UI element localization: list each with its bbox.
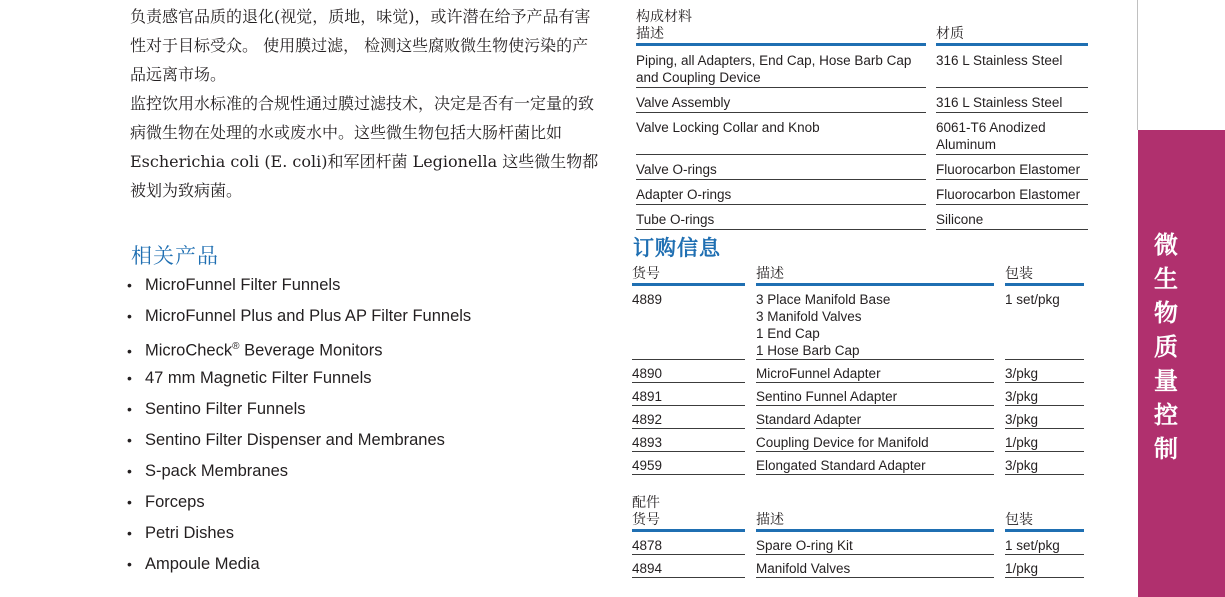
spacer-cell [745, 406, 756, 429]
part-number-cell: 4889 [632, 286, 745, 360]
materials-header-row [636, 26, 1088, 46]
materials-row [636, 205, 1088, 230]
spacer-cell [926, 113, 936, 155]
side-tab-char: 生 [1154, 265, 1178, 293]
materials-row [636, 113, 1088, 155]
side-tab-char: 量 [1154, 367, 1178, 395]
spacer-cell [994, 429, 1005, 452]
materials-col-material: 材质 [936, 26, 1088, 46]
related-product-name: S-pack Membranes [145, 462, 289, 480]
material-desc-cell: Adapter O-rings [636, 180, 926, 205]
spacer-cell [926, 46, 936, 88]
ordering-row [632, 383, 1084, 406]
ordering-row [632, 429, 1084, 452]
ordering-col-desc: 描述 [756, 266, 994, 286]
ordering-col-spacer [994, 266, 1005, 286]
spacer-cell [745, 360, 756, 383]
package-cell: 1/pkg [1005, 429, 1084, 452]
intro-text [130, 2, 600, 205]
related-products-title: 相关产品 [131, 244, 219, 268]
package-cell: 3/pkg [1005, 452, 1084, 475]
spacer-cell [994, 452, 1005, 475]
accessories-col-spacer [745, 512, 756, 532]
intro-paragraph-1: 负责感官品质的退化(视觉，质地，味觉)，或许潜在给予产品有害性对于目标受众。 使用膜过滤， 检测这些腐败微生物使污染的产品远离市场。 [130, 7, 591, 84]
part-number-cell: 4894 [632, 555, 745, 578]
part-number-cell: 4890 [632, 360, 745, 383]
ordering-row [632, 406, 1084, 429]
related-product-item [127, 488, 471, 519]
accessories-col-spacer [994, 512, 1005, 532]
related-product-name: Sentino Filter Funnels [145, 400, 306, 418]
related-product-item [127, 395, 471, 426]
related-product-name: 47 mm Magnetic Filter Funnels [145, 369, 372, 387]
spacer-cell [745, 452, 756, 475]
material-value-cell: Silicone [936, 205, 1088, 230]
spacer-cell [994, 406, 1005, 429]
side-tab-label [1138, 228, 1194, 466]
description-line: 1 End Cap [756, 326, 820, 341]
related-product-item [127, 271, 471, 302]
side-tab-char: 微 [1154, 231, 1178, 259]
description-cell [756, 383, 994, 406]
package-cell: 1 set/pkg [1005, 286, 1084, 360]
accessories-col-pkg: 包装 [1005, 512, 1084, 532]
related-product-item [127, 302, 471, 333]
package-cell: 3/pkg [1005, 360, 1084, 383]
related-product-name: MicroFunnel Plus and Plus AP Filter Funnels [145, 307, 472, 325]
part-number-cell: 4892 [632, 406, 745, 429]
bullet-icon: • [127, 556, 132, 572]
related-product-item [127, 333, 471, 364]
description-line: Coupling Device for Manifold [756, 435, 929, 450]
related-product-item [127, 426, 471, 457]
ordering-header-row [632, 266, 1084, 286]
accessories-header-row [632, 512, 1084, 532]
material-desc-cell: Valve Assembly [636, 88, 926, 113]
side-divider [1137, 0, 1138, 130]
related-product-name-tail: Beverage Monitors [239, 341, 383, 360]
description-line: 3 Manifold Valves [756, 309, 862, 324]
side-tab-char: 物 [1154, 299, 1178, 327]
ordering-col-spacer [745, 266, 756, 286]
accessory-row [632, 555, 1084, 578]
related-product-name: Petri Dishes [145, 524, 234, 542]
accessories-table [632, 512, 1084, 578]
intro-paragraph-2: 监控饮用水标准的合规性通过膜过滤技术，决定是否有一定量的致病微生物在处理的水或废水中。这些微生物包括大肠杆菌比如Escherichia coli (E. coli)和军团杆菌 Legionella 这些微生物都被划为致病菌。 [130, 94, 599, 200]
spacer-cell [926, 180, 936, 205]
ordering-col-pkg: 包装 [1005, 266, 1084, 286]
ordering-table [632, 266, 1084, 475]
package-cell: 3/pkg [1005, 406, 1084, 429]
bullet-icon: • [127, 370, 132, 386]
side-tab-char: 控 [1154, 401, 1178, 429]
material-value-cell: Fluorocarbon Elastomer [936, 155, 1088, 180]
spacer-cell [745, 286, 756, 360]
related-product-name: Ampoule Media [145, 555, 260, 573]
material-value-cell: 316 L Stainless Steel [936, 88, 1088, 113]
spacer-cell [994, 532, 1005, 555]
description-cell [756, 406, 994, 429]
ordering-row [632, 452, 1084, 475]
spacer-cell [926, 88, 936, 113]
bullet-icon: • [127, 463, 132, 479]
materials-col-desc: 描述 [636, 26, 926, 46]
material-value-cell: Fluorocarbon Elastomer [936, 180, 1088, 205]
related-product-item [127, 519, 471, 550]
ordering-row [632, 360, 1084, 383]
related-product-item [127, 364, 471, 395]
spacer-cell [745, 532, 756, 555]
related-product-item [127, 457, 471, 488]
description-line: MicroFunnel Adapter [756, 366, 881, 381]
related-product-name: MicroCheck [145, 341, 233, 360]
spacer-cell [994, 360, 1005, 383]
accessories-col-part: 货号 [632, 512, 745, 532]
ordering-col-part: 货号 [632, 266, 745, 286]
spacer-cell [994, 555, 1005, 578]
side-tab-char: 制 [1154, 435, 1178, 463]
registered-mark: ® [232, 341, 240, 352]
part-number-cell: 4891 [632, 383, 745, 406]
materials-row [636, 88, 1088, 113]
materials-row [636, 155, 1088, 180]
related-product-name: MicroFunnel Filter Funnels [145, 276, 341, 294]
materials-row [636, 46, 1088, 88]
material-desc-cell: Valve Locking Collar and Knob [636, 113, 926, 155]
description-line: 3 Place Manifold Base [756, 292, 891, 307]
description-cell: Spare O-ring Kit [756, 532, 994, 555]
description-cell: Manifold Valves [756, 555, 994, 578]
bullet-icon: • [127, 525, 132, 541]
side-tab-char: 质 [1154, 333, 1178, 361]
bullet-icon: • [127, 342, 132, 359]
package-cell: 3/pkg [1005, 383, 1084, 406]
related-product-item [127, 550, 471, 581]
description-cell [756, 429, 994, 452]
accessories-col-desc: 描述 [756, 512, 994, 532]
bullet-icon: • [127, 277, 132, 293]
description-cell [756, 286, 994, 360]
description-cell [756, 452, 994, 475]
description-line: Elongated Standard Adapter [756, 458, 926, 473]
description-line: Standard Adapter [756, 412, 862, 427]
material-desc-cell: Piping, all Adapters, End Cap, Hose Barb Cap and Coupling Device [636, 46, 926, 88]
spacer-cell [994, 383, 1005, 406]
package-cell: 1/pkg [1005, 555, 1084, 578]
accessory-row [632, 532, 1084, 555]
spacer-cell [745, 555, 756, 578]
spacer-cell [745, 429, 756, 452]
related-product-name: Sentino Filter Dispenser and Membranes [145, 431, 445, 449]
spacer-cell [994, 286, 1005, 360]
bullet-icon: • [127, 494, 132, 510]
material-value-cell: 316 L Stainless Steel [936, 46, 1088, 88]
materials-table [636, 26, 1088, 230]
description-line: 1 Hose Barb Cap [756, 343, 860, 358]
part-number-cell: 4878 [632, 532, 745, 555]
spacer-cell [745, 383, 756, 406]
materials-col-spacer [926, 26, 936, 46]
related-products-list [127, 271, 471, 581]
spacer-cell [926, 205, 936, 230]
bullet-icon: • [127, 308, 132, 324]
related-product-name: Forceps [145, 493, 205, 511]
package-cell: 1 set/pkg [1005, 532, 1084, 555]
ordering-info-title: 订购信息 [633, 236, 721, 260]
ordering-row [632, 286, 1084, 360]
bullet-icon: • [127, 401, 132, 417]
material-desc-cell: Valve O-rings [636, 155, 926, 180]
material-desc-cell: Tube O-rings [636, 205, 926, 230]
spacer-cell [926, 155, 936, 180]
materials-heading: 构成材料 [636, 9, 692, 25]
materials-row [636, 180, 1088, 205]
part-number-cell: 4893 [632, 429, 745, 452]
accessories-heading: 配件 [632, 495, 660, 511]
description-cell [756, 360, 994, 383]
section-side-tab [1138, 130, 1225, 597]
bullet-icon: • [127, 432, 132, 448]
material-value-cell: 6061-T6 Anodized Aluminum [936, 113, 1088, 155]
part-number-cell: 4959 [632, 452, 745, 475]
description-line: Sentino Funnel Adapter [756, 389, 898, 404]
